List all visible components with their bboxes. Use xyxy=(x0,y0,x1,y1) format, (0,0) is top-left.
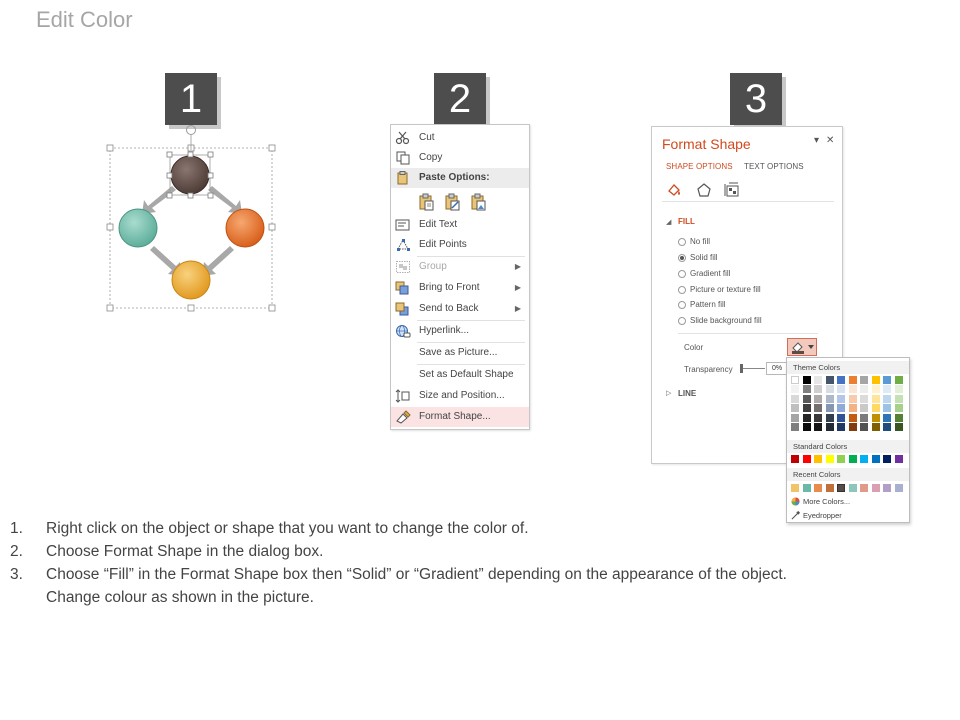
theme-color-swatch[interactable] xyxy=(803,395,811,403)
theme-color-swatch[interactable] xyxy=(895,414,903,422)
theme-color-swatch[interactable] xyxy=(849,395,857,403)
theme-color-swatch[interactable] xyxy=(895,423,903,431)
theme-color-swatch[interactable] xyxy=(883,376,891,384)
menu-item-cut[interactable] xyxy=(391,128,529,148)
color-picker-dropdown xyxy=(786,357,910,523)
radio-selected-icon xyxy=(678,254,686,262)
scissors-icon xyxy=(395,131,411,145)
color-wheel-icon xyxy=(791,497,800,506)
theme-color-swatch[interactable] xyxy=(860,376,868,384)
section-fill[interactable]: FILL xyxy=(678,217,695,226)
color-picker-button[interactable] xyxy=(787,338,817,356)
theme-color-swatch[interactable] xyxy=(895,395,903,403)
recent-color-swatch[interactable] xyxy=(860,484,868,492)
theme-color-swatch[interactable] xyxy=(837,414,845,422)
menu-item-format-shape[interactable] xyxy=(391,407,529,427)
theme-color-swatch[interactable] xyxy=(826,414,834,422)
menu-item-label: Hyperlink... xyxy=(419,325,470,336)
submenu-arrow-icon: ▶ xyxy=(514,283,521,292)
menu-item-paste-options xyxy=(391,168,529,188)
menu-item-size-and-position[interactable] xyxy=(391,386,529,406)
theme-color-swatch[interactable] xyxy=(895,376,903,384)
standard-color-swatch[interactable] xyxy=(837,455,845,463)
transparency-input[interactable]: 0% xyxy=(766,362,788,375)
theme-color-swatch[interactable] xyxy=(814,404,822,412)
theme-color-swatch[interactable] xyxy=(860,385,868,393)
eyedropper-link[interactable]: Eyedropper xyxy=(803,511,842,520)
recent-color-swatch[interactable] xyxy=(849,484,857,492)
menu-item-group[interactable] xyxy=(391,257,529,277)
pane-divider xyxy=(662,201,834,202)
theme-color-swatch[interactable] xyxy=(826,385,834,393)
theme-color-swatch[interactable] xyxy=(883,414,891,422)
recent-color-swatch[interactable] xyxy=(826,484,834,492)
send-to-back-icon xyxy=(395,302,411,316)
instruction-number: 2. xyxy=(10,543,23,560)
recent-color-swatch[interactable] xyxy=(837,484,845,492)
theme-color-swatch[interactable] xyxy=(791,414,799,422)
menu-item-label: Group xyxy=(419,261,447,272)
recent-color-swatch[interactable] xyxy=(803,484,811,492)
theme-color-swatch[interactable] xyxy=(860,414,868,422)
transparency-label: Transparency xyxy=(684,365,733,374)
theme-color-swatch[interactable] xyxy=(895,404,903,412)
tab-text-options[interactable]: TEXT OPTIONS xyxy=(744,162,804,171)
standard-color-swatch[interactable] xyxy=(895,455,903,463)
pane-divider xyxy=(678,333,818,334)
circle-top xyxy=(171,156,209,194)
theme-color-swatch[interactable] xyxy=(849,414,857,422)
menu-item-bring-to-front[interactable] xyxy=(391,278,529,298)
pane-options-dropdown-icon[interactable]: ▾ xyxy=(814,135,820,146)
theme-color-swatch[interactable] xyxy=(814,414,822,422)
theme-color-swatch[interactable] xyxy=(837,395,845,403)
theme-color-swatch[interactable] xyxy=(872,395,880,403)
theme-color-swatch[interactable] xyxy=(883,423,891,431)
standard-color-swatch[interactable] xyxy=(803,455,811,463)
standard-color-swatch[interactable] xyxy=(860,455,868,463)
section-line[interactable]: LINE xyxy=(678,389,697,398)
effects-icon[interactable] xyxy=(696,182,712,198)
step-badge-3: 3 xyxy=(730,73,782,125)
theme-color-swatch[interactable] xyxy=(883,385,891,393)
menu-item-label: Cut xyxy=(419,132,435,143)
theme-color-swatch[interactable] xyxy=(849,376,857,384)
hyperlink-icon xyxy=(395,324,411,338)
fill-line-icon[interactable] xyxy=(666,182,682,198)
radio-icon xyxy=(678,270,686,278)
recent-colors-heading: Recent Colors xyxy=(787,468,909,481)
radio-label: Slide background fill xyxy=(690,316,762,325)
tab-shape-options[interactable]: SHAPE OPTIONS xyxy=(666,162,733,171)
theme-color-swatch[interactable] xyxy=(872,376,880,384)
radio-label: Gradient fill xyxy=(690,269,731,278)
theme-color-swatch[interactable] xyxy=(883,404,891,412)
instruction-text: Change colour as shown in the picture. xyxy=(46,589,314,606)
radio-label: No fill xyxy=(690,237,711,246)
size-position-icon xyxy=(395,389,411,403)
menu-item-copy[interactable] xyxy=(391,148,529,168)
theme-color-swatch[interactable] xyxy=(849,423,857,431)
theme-color-swatch[interactable] xyxy=(803,414,811,422)
radio-label: Picture or texture fill xyxy=(690,285,761,294)
menu-item-set-default-shape[interactable] xyxy=(391,365,529,385)
theme-color-swatch[interactable] xyxy=(826,423,834,431)
theme-color-swatch[interactable] xyxy=(814,423,822,431)
theme-color-swatch[interactable] xyxy=(791,385,799,393)
theme-color-swatch[interactable] xyxy=(860,395,868,403)
paste-options-row xyxy=(415,191,495,213)
radio-icon xyxy=(678,286,686,294)
theme-color-swatch[interactable] xyxy=(791,404,799,412)
theme-color-swatch[interactable] xyxy=(872,385,880,393)
size-properties-icon[interactable] xyxy=(724,182,740,198)
theme-color-swatch[interactable] xyxy=(803,423,811,431)
theme-color-swatch[interactable] xyxy=(872,404,880,412)
theme-color-swatch[interactable] xyxy=(837,404,845,412)
edit-points-icon xyxy=(395,238,411,252)
menu-item-label: Edit Text xyxy=(419,219,458,230)
theme-color-swatch[interactable] xyxy=(837,385,845,393)
format-shape-icon xyxy=(395,410,411,424)
menu-item-label: Copy xyxy=(419,152,443,163)
radio-icon xyxy=(678,301,686,309)
more-colors-link[interactable]: More Colors... xyxy=(803,497,851,506)
circle-left xyxy=(119,209,157,247)
rotate-handle-icon xyxy=(187,126,196,135)
context-menu xyxy=(390,124,530,430)
recent-color-swatch[interactable] xyxy=(883,484,891,492)
radio-label: Solid fill xyxy=(690,253,718,262)
pane-title: Format Shape xyxy=(662,136,751,152)
theme-color-swatch[interactable] xyxy=(803,385,811,393)
menu-item-label: Edit Points xyxy=(419,239,467,250)
transparency-slider-handle[interactable] xyxy=(740,364,743,373)
standard-color-swatch[interactable] xyxy=(883,455,891,463)
paste-icon xyxy=(395,171,411,185)
menu-item-save-as-picture[interactable] xyxy=(391,343,529,363)
theme-color-swatch[interactable] xyxy=(849,385,857,393)
menu-item-label: Set as Default Shape xyxy=(419,369,514,380)
theme-color-swatch[interactable] xyxy=(895,385,903,393)
theme-color-swatch[interactable] xyxy=(849,404,857,412)
standard-color-swatch[interactable] xyxy=(814,455,822,463)
circle-right xyxy=(226,209,264,247)
standard-color-swatch[interactable] xyxy=(872,455,880,463)
theme-color-swatch[interactable] xyxy=(872,414,880,422)
theme-color-swatch[interactable] xyxy=(791,395,799,403)
submenu-arrow-icon: ▶ xyxy=(514,262,521,271)
radio-icon xyxy=(678,238,686,246)
standard-color-swatch[interactable] xyxy=(826,455,834,463)
transparency-slider-track[interactable] xyxy=(741,368,765,369)
theme-color-swatch[interactable] xyxy=(837,376,845,384)
instruction-text: Choose “Fill” in the Format Shape box then “Solid” or “Gradient” depending on the appearance of the object. xyxy=(46,566,787,583)
circle-bottom xyxy=(172,261,210,299)
theme-color-swatch[interactable] xyxy=(826,376,834,384)
step-badge-1: 1 xyxy=(165,73,217,125)
menu-item-label: Format Shape... xyxy=(419,411,491,422)
color-label: Color xyxy=(684,343,704,352)
edit-text-icon xyxy=(395,218,411,232)
theme-color-swatch[interactable] xyxy=(791,423,799,431)
radio-label: Pattern fill xyxy=(690,300,726,309)
menu-item-send-to-back[interactable] xyxy=(391,299,529,319)
menu-item-hyperlink[interactable] xyxy=(391,321,529,341)
collapse-icon[interactable]: ◢ xyxy=(666,219,672,226)
theme-color-swatch[interactable] xyxy=(814,376,822,384)
theme-color-swatch[interactable] xyxy=(814,385,822,393)
recent-color-swatch[interactable] xyxy=(814,484,822,492)
step-badge-2: 2 xyxy=(434,73,486,125)
paste-merge-icon[interactable] xyxy=(443,193,461,211)
theme-color-swatch[interactable] xyxy=(791,376,799,384)
paste-picture-icon[interactable] xyxy=(469,193,487,211)
standard-color-swatch[interactable] xyxy=(791,455,799,463)
submenu-arrow-icon: ▶ xyxy=(514,304,521,313)
recent-color-swatch[interactable] xyxy=(791,484,799,492)
menu-item-label: Save as Picture... xyxy=(419,347,498,358)
theme-color-swatch[interactable] xyxy=(883,395,891,403)
theme-color-swatch[interactable] xyxy=(837,423,845,431)
instruction-text: Choose Format Shape in the dialog box. xyxy=(46,543,324,560)
paste-keep-source-icon[interactable] xyxy=(417,193,435,211)
theme-color-swatch[interactable] xyxy=(803,404,811,412)
recent-color-swatch[interactable] xyxy=(895,484,903,492)
menu-item-label: Size and Position... xyxy=(419,390,505,401)
standard-colors-heading: Standard Colors xyxy=(787,440,909,453)
radio-icon xyxy=(678,317,686,325)
theme-color-swatch[interactable] xyxy=(803,376,811,384)
theme-color-swatch[interactable] xyxy=(860,423,868,431)
expand-icon[interactable]: ▷ xyxy=(666,390,672,397)
theme-color-swatch[interactable] xyxy=(826,395,834,403)
copy-icon xyxy=(395,151,411,165)
instruction-number: 3. xyxy=(10,566,23,583)
group-icon xyxy=(395,260,411,274)
bring-to-front-icon xyxy=(395,281,411,295)
menu-item-edit-points[interactable] xyxy=(391,235,529,255)
theme-color-swatch[interactable] xyxy=(826,404,834,412)
close-icon[interactable]: ✕ xyxy=(826,135,835,146)
standard-color-swatch[interactable] xyxy=(849,455,857,463)
theme-color-swatch[interactable] xyxy=(860,404,868,412)
page-title: Edit Color xyxy=(36,7,133,32)
menu-item-edit-text[interactable] xyxy=(391,215,529,235)
menu-item-label: Send to Back xyxy=(419,303,479,314)
paint-bucket-icon xyxy=(788,339,816,355)
menu-item-label: Bring to Front xyxy=(419,282,480,293)
eyedropper-icon xyxy=(791,511,800,520)
menu-item-label: Paste Options: xyxy=(419,172,490,183)
theme-color-swatch[interactable] xyxy=(814,395,822,403)
theme-colors-heading: Theme Colors xyxy=(787,361,909,374)
instruction-number: 1. xyxy=(10,520,23,537)
shape-diagram[interactable] xyxy=(100,118,290,318)
theme-color-swatch[interactable] xyxy=(872,423,880,431)
recent-color-swatch[interactable] xyxy=(872,484,880,492)
instruction-text: Right click on the object or shape that you want to change the color of. xyxy=(46,520,529,537)
